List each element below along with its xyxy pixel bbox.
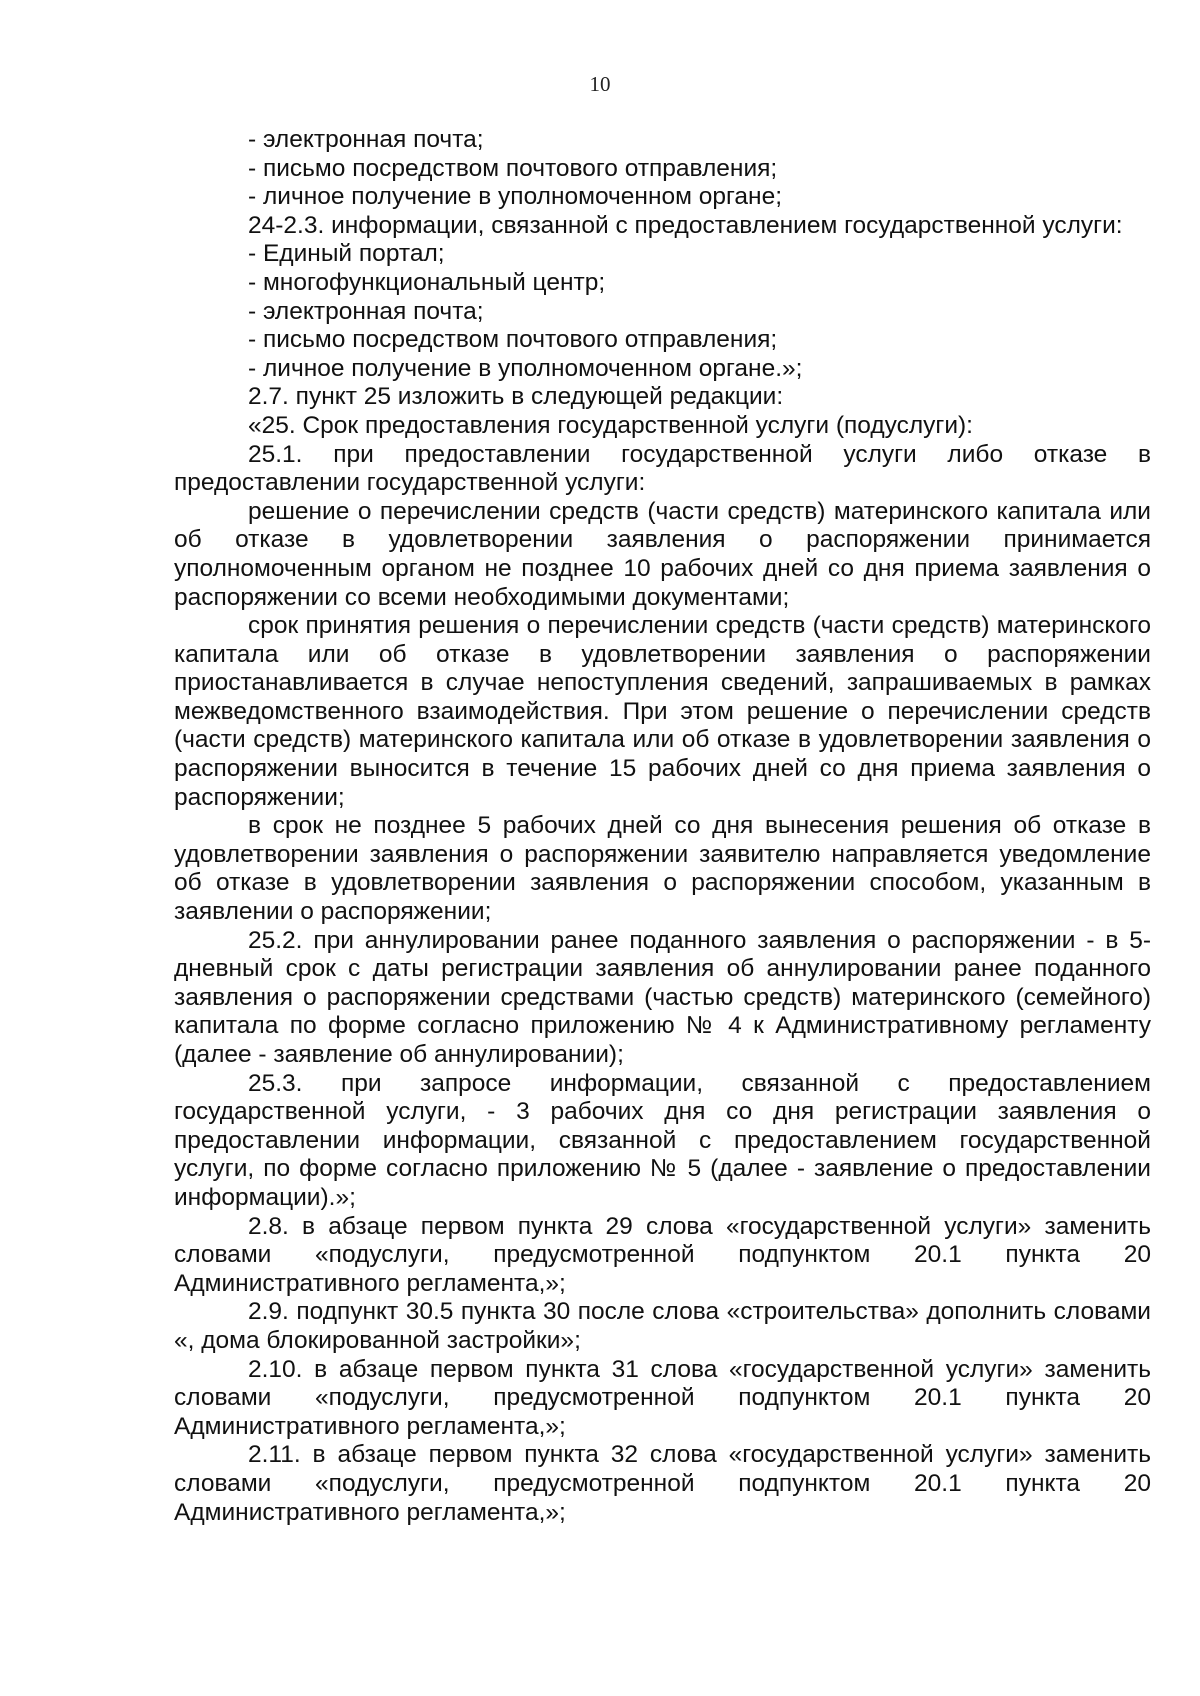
document-body xyxy=(174,126,1151,1527)
paragraph: в срок не позднее 5 рабочих дней со дня вынесения решения об отказе в удовлетворении заявления о распоряжении заявителю направляется уведомление об отказе в удовлетворении заявления о распоряжении способом, указанным в заявлении о распоряжении; xyxy=(174,812,1151,926)
paragraph: 25.3. при запросе информации, связанной с предоставлением государственной услуги, - 3 рабочих дня со дня регистрации заявления о предоставлении информации, связанной с предоставлением государственной услуги, по форме согласно приложению № 5 (далее - заявление о предоставлении информации).»; xyxy=(174,1069,1151,1211)
paragraph: 24-2.3. информации, связанной с предоставлением государственной услуги: xyxy=(248,211,1123,239)
paragraph: 2.8. в абзаце первом пункта 29 слова «государственной услуги» заменить словами «подуслуги, предусмотренной подпунктом 20.1 пункта 20 Административного регламента,»; xyxy=(174,1212,1151,1297)
paragraph: - Единый портал; xyxy=(248,240,445,268)
paragraph: - личное получение в уполномоченном органе.»; xyxy=(248,354,803,382)
paragraph: - письмо посредством почтового отправления; xyxy=(248,326,778,354)
paragraph: 25.2. при аннулировании ранее поданного заявления о распоряжении - в 5-дневный срок с даты регистрации заявления об аннулировании ранее поданного заявления о распоряжении средствами (частью средств) материнского (семейного) капитала по форме согласно приложению № 4 к Административному регламенту (далее - заявление об аннулировании); xyxy=(174,926,1151,1068)
paragraph: 2.11. в абзаце первом пункта 32 слова «государственной услуги» заменить словами «подуслуги, предусмотренной подпунктом 20.1 пункта 20 Административного регламента,»; xyxy=(174,1441,1151,1526)
paragraph: 2.10. в абзаце первом пункта 31 слова «государственной услуги» заменить словами «подуслуги, предусмотренной подпунктом 20.1 пункта 20 Административного регламента,»; xyxy=(174,1355,1151,1440)
paragraph: 2.9. подпункт 30.5 пункта 30 после слова «строительства» дополнить словами «, дома блокированной застройки»; xyxy=(174,1298,1151,1354)
paragraph: «25. Срок предоставления государственной услуги (подуслуги): xyxy=(248,411,973,439)
paragraph: решение о перечислении средств (части средств) материнского капитала или об отказе в удовлетворении заявления о распоряжении принимается уполномоченным органом не позднее 10 рабочих дней со дня приема заявления о распоряжении со всеми необходимыми документами; xyxy=(174,497,1151,611)
paragraph: - электронная почта; xyxy=(248,126,484,153)
paragraph: - личное получение в уполномоченном органе; xyxy=(248,183,783,211)
paragraph: 2.7. пункт 25 изложить в следующей редакции: xyxy=(248,383,784,411)
paragraph: - электронная почта; xyxy=(248,297,484,325)
paragraph: срок принятия решения о перечислении средств (части средств) материнского капитала или об отказе в удовлетворении заявления о распоряжении приостанавливается в случае непоступления сведений, запрашиваемых в рамках межведомственного взаимодействия. При этом решение о перечислении средств (части средств) материнского капитала или об отказе в удовлетворении заявления о распоряжении выносится в течение 15 рабочих дней со дня приема заявления о распоряжении; xyxy=(174,612,1151,811)
paragraph: 25.1. при предоставлении государственной услуги либо отказе в предоставлении государственной услуги: xyxy=(174,440,1151,497)
page-number: 10 xyxy=(589,72,611,96)
paragraph: - письмо посредством почтового отправления; xyxy=(248,154,778,182)
paragraph: - многофункциональный центр; xyxy=(248,268,606,296)
